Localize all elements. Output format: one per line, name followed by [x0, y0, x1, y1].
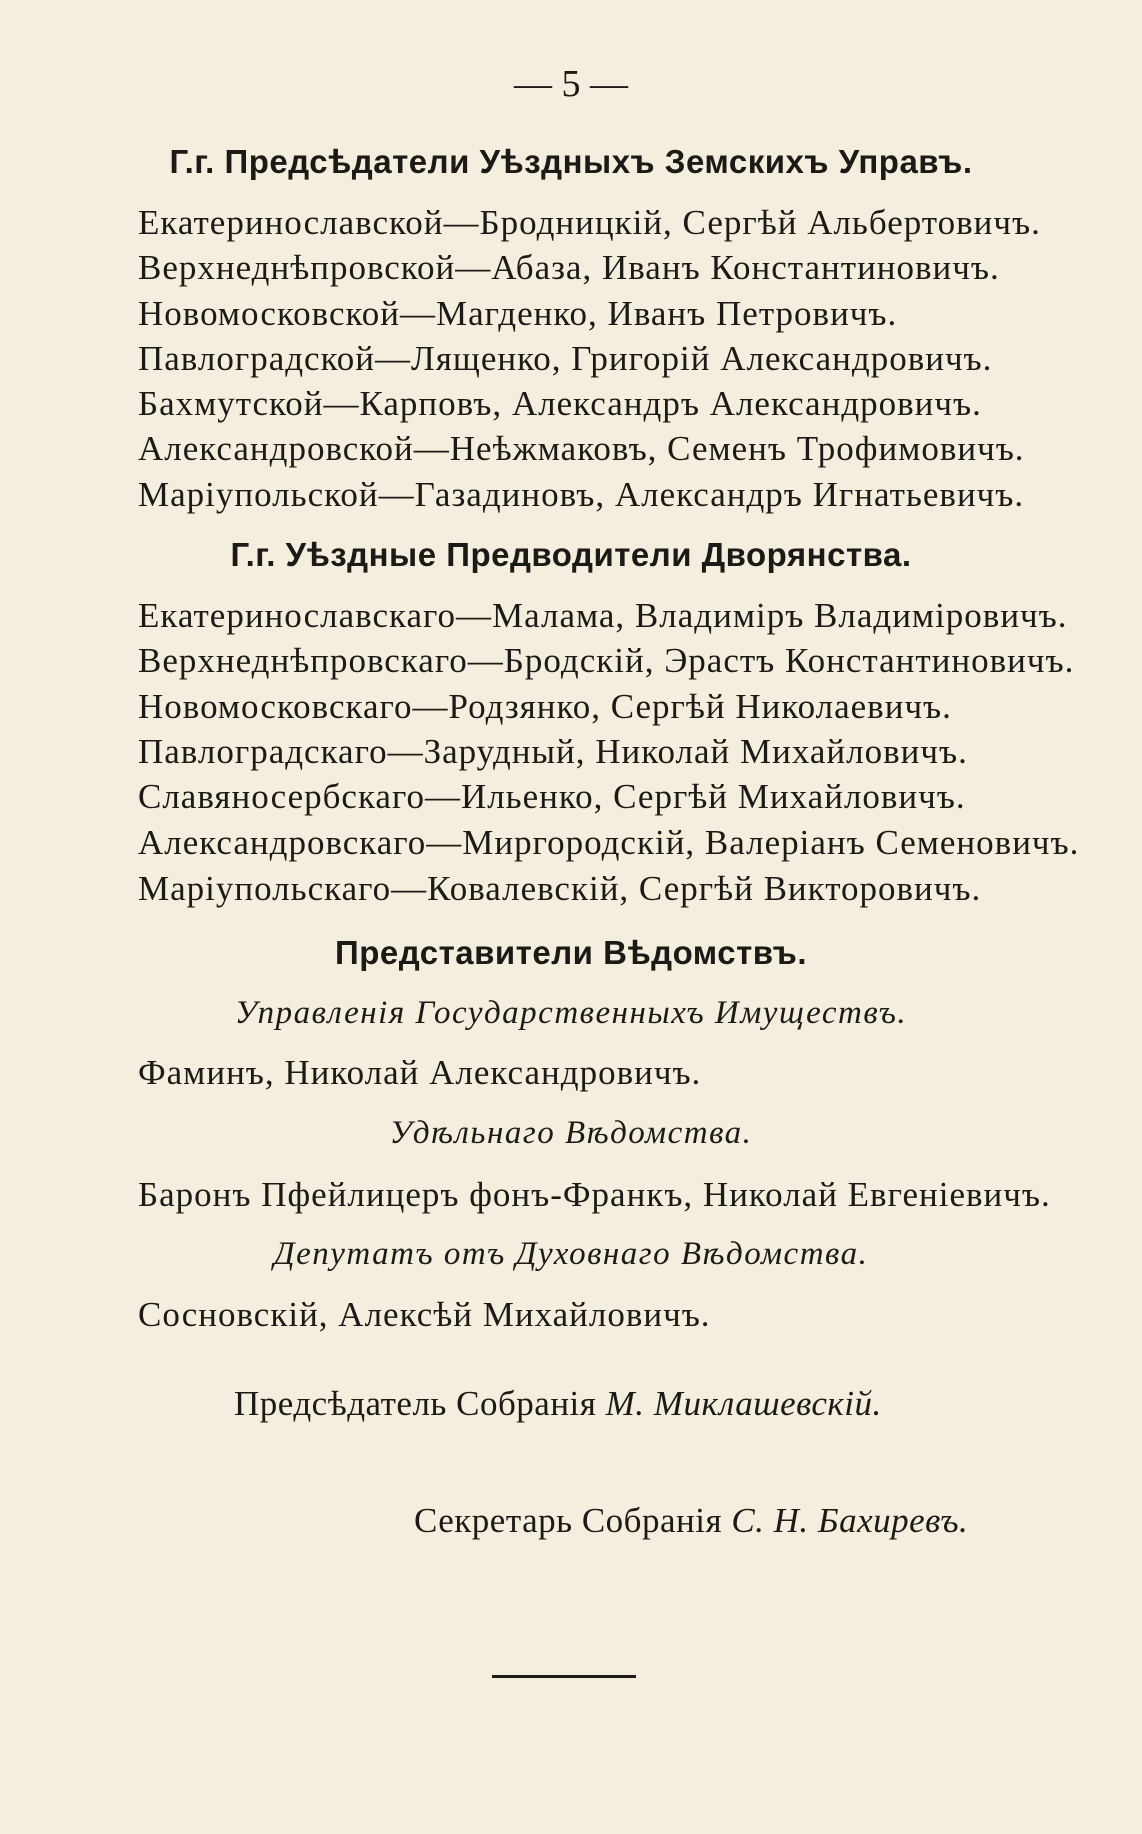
- heading-zemstvo-chairmen: Г.г. Предсѣдатели Уѣздныхъ Земскихъ Управъ.: [169, 143, 973, 180]
- list-item: Екатеринославской—Бродницкій, Сергѣй Альбертовичъ.: [138, 203, 1041, 242]
- list-item: Славяносербскаго—Ильенко, Сергѣй Михайловичъ.: [138, 777, 966, 816]
- list-item: Сосновскій, Алексѣй Михайловичъ.: [138, 1295, 711, 1334]
- page-number: — 5 —: [514, 63, 628, 105]
- list-item: Александровскаго—Миргородскій, Валеріанъ Семеновичъ.: [138, 823, 1080, 862]
- list-item: Бахмутской—Карповъ, Александръ Александровичъ.: [138, 384, 982, 423]
- chairman-signature: [234, 1386, 882, 1421]
- list-item: Новомосковской—Магденко, Иванъ Петровичъ.: [138, 294, 898, 333]
- secretary-signature: [414, 1503, 968, 1538]
- list-item: Александровской—Неѣжмаковъ, Семенъ Трофимовичъ.: [138, 429, 1025, 468]
- list-item: Павлоградскаго—Зарудный, Николай Михайловичъ.: [138, 732, 968, 771]
- list-item: Маріупольскаго—Ковалевскій, Сергѣй Викторовичъ.: [138, 869, 982, 908]
- list-item: Павлоградской—Лященко, Григорій Александровичъ.: [138, 339, 993, 378]
- subheading-state-property: Управленія Государственныхъ Имуществъ.: [234, 995, 908, 1031]
- chairman-name: М. Миклашевскій.: [605, 1384, 882, 1423]
- chairman-title: Предсѣдатель Собранія: [234, 1384, 597, 1423]
- list-item: Новомосковскаго—Родзянко, Сергѣй Николаевичъ.: [138, 687, 952, 726]
- secretary-title: Секретарь Собранія: [414, 1501, 723, 1540]
- closing-rule: [492, 1675, 636, 1678]
- list-item: Баронъ Пфейлицеръ фонъ-Франкъ, Николай Евгеніевичъ.: [138, 1175, 1051, 1214]
- list-item: Верхнеднѣпровскаго—Бродскій, Эрастъ Константиновичъ.: [138, 641, 1075, 680]
- heading-nobility-marshals: Г.г. Уѣздные Предводители Дворянства.: [230, 536, 912, 573]
- secretary-name: С. Н. Бахиревъ.: [731, 1501, 969, 1540]
- subheading-appanage-department: Удѣльнаго Вѣдомства.: [389, 1115, 753, 1151]
- list-item: Екатеринославскаго—Малама, Владиміръ Владиміровичъ.: [138, 596, 1068, 635]
- list-item: Фаминъ, Николай Александровичъ.: [138, 1053, 702, 1092]
- list-item: Верхнеднѣпровской—Абаза, Иванъ Константиновичъ.: [138, 248, 1000, 287]
- subheading-spiritual-deputy: Депутатъ отъ Духовнаго Вѣдомства.: [273, 1236, 869, 1272]
- heading-department-representatives: Представители Вѣдомствъ.: [335, 934, 807, 971]
- list-item: Маріупольской—Газадиновъ, Александръ Игнатьевичъ.: [138, 475, 1025, 514]
